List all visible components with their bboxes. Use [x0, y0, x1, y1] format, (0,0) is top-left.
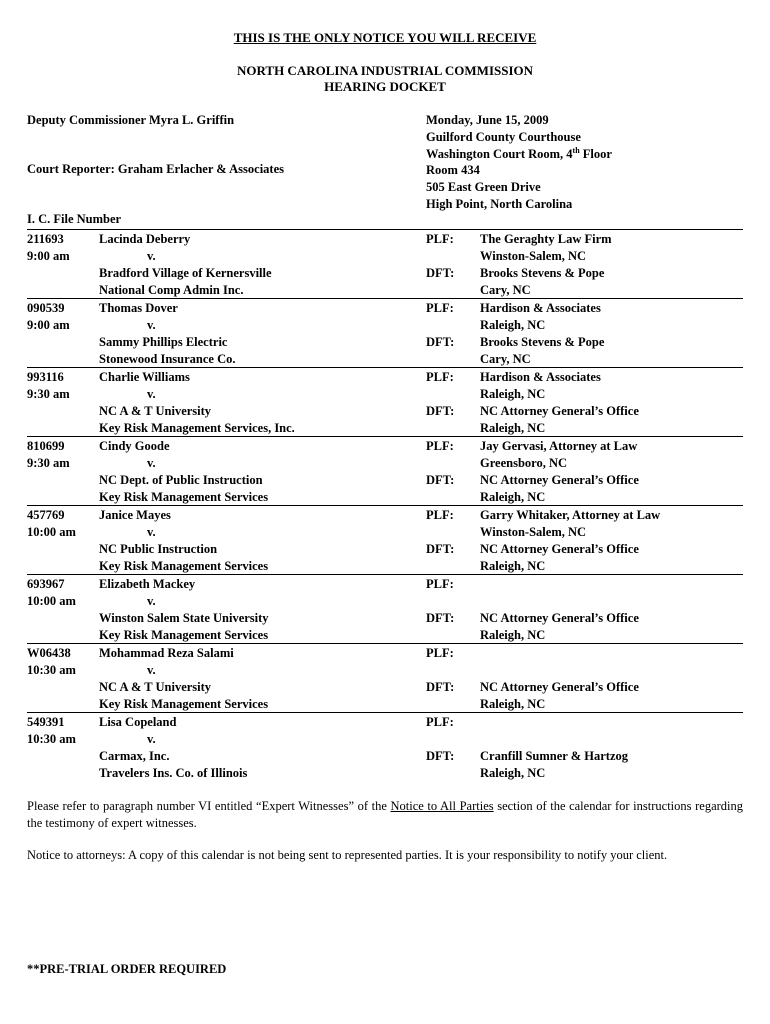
court-reporter: Court Reporter: Graham Erlacher & Associates	[27, 162, 285, 176]
defendant-attorney: NC Attorney General’s Office	[480, 542, 639, 556]
defendant-employer: Carmax, Inc.	[99, 749, 170, 763]
defendant-attorney-location: Raleigh, NC	[480, 421, 546, 435]
defendant-attorney: NC Attorney General’s Office	[480, 680, 639, 694]
plaintiff-attorney-location: Winston-Salem, NC	[480, 525, 587, 539]
case-divider	[27, 436, 743, 437]
case-entry	[0, 369, 770, 437]
versus-label: v.	[147, 318, 156, 332]
case-time: 9:30 am	[27, 456, 70, 470]
plaintiff-name: Elizabeth Mackey	[99, 577, 196, 591]
defendant-employer: NC A & T University	[99, 404, 212, 418]
case-entry	[0, 576, 770, 644]
versus-label: v.	[147, 732, 156, 746]
deputy-commissioner: Deputy Commissioner Myra L. Griffin	[27, 113, 235, 127]
case-divider	[27, 505, 743, 506]
dft-label: DFT:	[426, 542, 455, 556]
versus-label: v.	[147, 249, 156, 263]
plaintiff-attorney-location: Winston-Salem, NC	[480, 249, 587, 263]
defendant-attorney: Cranfill Sumner & Hartzog	[480, 749, 629, 763]
case-divider	[27, 712, 743, 713]
case-entry	[0, 438, 770, 506]
defendant-carrier: Travelers Ins. Co. of Illinois	[99, 766, 248, 780]
versus-label: v.	[147, 456, 156, 470]
defendant-attorney: NC Attorney General’s Office	[480, 473, 639, 487]
dft-label: DFT:	[426, 749, 455, 763]
plaintiff-attorney: Garry Whitaker, Attorney at Law	[480, 508, 661, 522]
notice-title: THIS IS THE ONLY NOTICE YOU WILL RECEIVE	[233, 30, 537, 45]
defendant-attorney-location: Raleigh, NC	[480, 766, 546, 780]
versus-label: v.	[147, 387, 156, 401]
plf-label: PLF:	[426, 439, 454, 453]
defendant-carrier: Key Risk Management Services, Inc.	[99, 421, 295, 435]
defendant-carrier: Key Risk Management Services	[99, 490, 269, 504]
docket-title: HEARING DOCKET	[324, 79, 446, 94]
versus-label: v.	[147, 594, 156, 608]
hearing-date: Monday, June 15, 2009	[426, 113, 549, 127]
plf-label: PLF:	[426, 508, 454, 522]
hearing-courtroom: Washington Court Room, 4th Floor	[426, 145, 612, 161]
case-time: 9:00 am	[27, 249, 70, 263]
defendant-employer: Sammy Phillips Electric	[99, 335, 228, 349]
defendant-attorney-location: Raleigh, NC	[480, 490, 546, 504]
plaintiff-name: Mohammad Reza Salami	[99, 646, 234, 660]
dft-label: DFT:	[426, 473, 455, 487]
case-entry	[0, 645, 770, 713]
case-file-number: 693967	[27, 577, 65, 591]
commission-name: NORTH CAROLINA INDUSTRIAL COMMISSION	[236, 63, 534, 78]
plaintiff-attorney-location: Greensboro, NC	[480, 456, 568, 470]
plf-label: PLF:	[426, 232, 454, 246]
plaintiff-attorney: Hardison & Associates	[480, 301, 601, 315]
case-entry	[0, 507, 770, 575]
defendant-attorney-location: Cary, NC	[480, 352, 531, 366]
case-divider	[27, 367, 743, 368]
defendant-employer: Winston Salem State University	[99, 611, 269, 625]
case-divider	[27, 298, 743, 299]
defendant-attorney: Brooks Stevens & Pope	[480, 335, 605, 349]
plaintiff-name: Thomas Dover	[99, 301, 178, 315]
defendant-carrier: Stonewood Insurance Co.	[99, 352, 236, 366]
plaintiff-name: Cindy Goode	[99, 439, 170, 453]
defendant-attorney: Brooks Stevens & Pope	[480, 266, 605, 280]
defendant-employer: NC Dept. of Public Instruction	[99, 473, 263, 487]
defendant-attorney: NC Attorney General’s Office	[480, 611, 639, 625]
hearing-room: Room 434	[426, 163, 480, 178]
expert-witness-note: Please refer to paragraph number VI entitled “Expert Witnesses” of the Notice to All Parties section of the calendar for instructions regarding the testimony of expert witnesses.	[27, 799, 744, 830]
dft-label: DFT:	[426, 266, 455, 280]
versus-label: v.	[147, 525, 156, 539]
case-file-number: 993116	[27, 370, 64, 384]
case-file-number: W06438	[27, 646, 71, 660]
defendant-attorney: NC Attorney General’s Office	[480, 404, 639, 418]
case-divider	[27, 574, 743, 575]
case-file-number: 090539	[27, 301, 65, 315]
plf-label: PLF:	[426, 370, 454, 384]
plaintiff-attorney: Jay Gervasi, Attorney at Law	[480, 439, 638, 453]
dft-label: DFT:	[426, 404, 455, 418]
versus-label: v.	[147, 663, 156, 677]
case-file-number: 549391	[27, 715, 65, 729]
defendant-carrier: Key Risk Management Services	[99, 559, 269, 573]
defendant-carrier: Key Risk Management Services	[99, 697, 269, 711]
hearing-city: High Point, North Carolina	[426, 196, 573, 211]
case-time: 10:30 am	[27, 732, 76, 746]
defendant-employer: NC Public Instruction	[99, 542, 218, 556]
case-time: 9:30 am	[27, 387, 70, 401]
notice-to-all-parties-ref: Notice to All Parties	[390, 799, 494, 813]
plaintiff-attorney: The Geraghty Law Firm	[480, 232, 612, 246]
plf-label: PLF:	[426, 577, 454, 591]
defendant-attorney-location: Raleigh, NC	[480, 697, 546, 711]
case-time: 10:00 am	[27, 594, 76, 608]
hearing-courthouse: Guilford County Courthouse	[426, 129, 581, 144]
case-time: 10:30 am	[27, 663, 76, 677]
case-file-number: 457769	[27, 508, 65, 522]
plaintiff-attorney: Hardison & Associates	[480, 370, 601, 384]
plaintiff-name: Charlie Williams	[99, 370, 190, 384]
defendant-employer: NC A & T University	[99, 680, 212, 694]
case-file-number: 211693	[27, 232, 64, 246]
hearing-info	[426, 112, 612, 213]
case-divider	[27, 643, 743, 644]
hearing-street: 505 East Green Drive	[426, 180, 541, 195]
file-number-label: I. C. File Number	[27, 212, 122, 226]
defendant-attorney-location: Raleigh, NC	[480, 628, 546, 642]
defendant-carrier: Key Risk Management Services	[99, 628, 269, 642]
plf-label: PLF:	[426, 646, 454, 660]
plaintiff-attorney-location: Raleigh, NC	[480, 318, 546, 332]
case-divider	[27, 229, 743, 230]
defendant-employer: Bradford Village of Kernersville	[99, 266, 272, 280]
plf-label: PLF:	[426, 301, 454, 315]
dft-label: DFT:	[426, 680, 455, 694]
case-time: 10:00 am	[27, 525, 76, 539]
plaintiff-name: Janice Mayes	[99, 508, 171, 522]
plf-label: PLF:	[426, 715, 454, 729]
defendant-carrier: National Comp Admin Inc.	[99, 283, 244, 297]
defendant-attorney-location: Cary, NC	[480, 283, 531, 297]
dft-label: DFT:	[426, 611, 455, 625]
case-file-number: 810699	[27, 439, 65, 453]
case-entry	[0, 231, 770, 299]
pretrial-order-note: **PRE-TRIAL ORDER REQUIRED	[27, 962, 227, 976]
plaintiff-name: Lacinda Deberry	[99, 232, 191, 246]
case-entry	[0, 300, 770, 368]
case-entry	[0, 714, 770, 782]
defendant-attorney-location: Raleigh, NC	[480, 559, 546, 573]
plaintiff-attorney-location: Raleigh, NC	[480, 387, 546, 401]
attorney-note: Notice to attorneys: A copy of this calendar is not being sent to represented parties. It is your responsibility to notify your client.	[27, 848, 668, 862]
dft-label: DFT:	[426, 335, 455, 349]
plaintiff-name: Lisa Copeland	[99, 715, 177, 729]
case-time: 9:00 am	[27, 318, 70, 332]
